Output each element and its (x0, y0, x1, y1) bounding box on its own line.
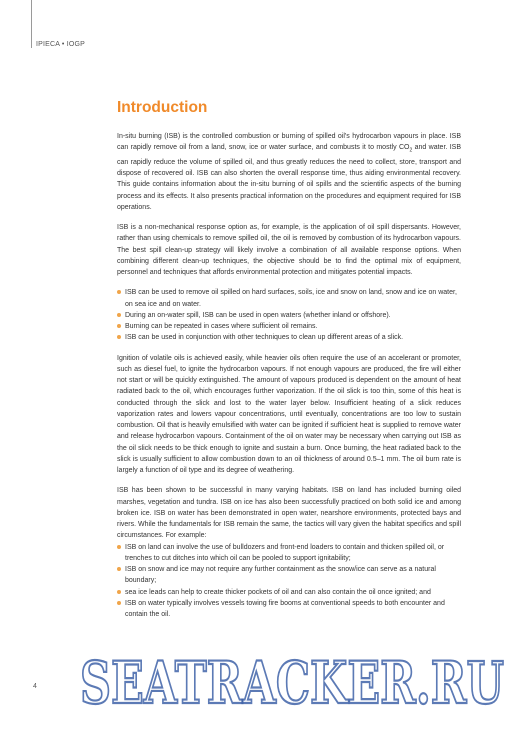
bullet-list-1 (117, 287, 461, 343)
paragraph-3: Ignition of volatile oils is achieved easily, while heavier oils often require the use of an accelerant or promoter, such as diesel fuel, to ignite the hydrocarbon vapours. If not enough vapours are produced, the fire will either not start or will be quickly extinguished. The amount of vapours produced is dependent on the amount of heat radiated back to the oil, which encourages further vaporization. If the oil slick is too thin, some of this heat is conducted through the slick and lost to the water layer below. Insufficient heating of a slick reduces vaporization rates and lowers vapour concentrations, until eventually, concentrations are too low to sustain combustion. Oil that is heavily emulsified with water can be ignited if sufficient heat is supplied to remove water and release hydrocarbon vapours. Containment of the oil on water may be necessary when carrying out ISB as the oil slick needs to be thick enough to ignite and sustain a burn. Once burning, the heat radiated back to the slick is usually sufficient to allow combustion down to an oil thickness of around 0.5–1 mm. The oil burn rate is largely a function of oil type and its degree of weathering. (117, 354, 461, 475)
body-text (117, 131, 461, 629)
paragraph-2: ISB is a non-mechanical response option as, for example, is the application of oil spill dispersants. However, rather than using chemicals to remove spilled oil, the oil is removed by combustion of its hydrocarbon vapours. The best spill clean-up strategy will likely involve a combination of all available response options. When combining different clean-up techniques, the objective should be to find the optimal mix of equipment, personnel and techniques that affords environmental protection and mitigates potential impacts. (117, 224, 461, 277)
header-tick (31, 40, 32, 48)
watermark (74, 633, 510, 729)
list-item: During an on-water spill, ISB can be used in open waters (whether inland or offshore). (117, 310, 461, 321)
list-item: ISB on snow and ice may not require any further containment as the snow/ice can serve as a natural boundary; (117, 564, 461, 587)
list-item: sea ice leads can help to create thicker pockets of oil and can also contain the oil once ignited; and (117, 587, 461, 598)
list-item: ISB on land can involve the use of bulldozers and front-end loaders to contain and thicken spilled oil, or trenches to cut ditches into which oil can be pooled to support ignitability; (117, 542, 461, 565)
page-title: Introduction (117, 99, 208, 116)
page-number: 4 (33, 683, 37, 690)
header-rule (31, 0, 32, 40)
paragraph-4: ISB has been shown to be successful in many varying habitats. ISB on land has included burning oiled marshes, vegetation and tundra. ISB on ice has also been successfully practiced on both solid ice and among broken ice. ISB on water has been demonstrated in open water, nearshore environments, protected bays and rivers. While the fundamentals for ISB remain the same, the tactics will vary given the habitat specifics and spill circumstances. For example: (117, 487, 461, 540)
running-header (31, 40, 85, 48)
list-item: ISB on water typically involves vessels towing fire booms at conventional speeds to both encounter and contain the oil. (117, 598, 461, 621)
bullet-list-2 (117, 542, 461, 621)
paragraph-1: In-situ burning (ISB) is the controlled combustion or burning of spilled oil’s hydrocarbon vapours in place. ISB can rapidly remove oil from a land, snow, ice or water surface, and combusts it to mostly $CO_2$ and water. ISB can rapidly reduce the volume of spilled oil, and thus greatly reduces the need to collect, store, transport and dispose of recovered oil. ISB can also shorten the overall response time, thus aiding environmental recovery. This guide contains information about the in-situ burning of oil spills and the scientific aspects of the burning process and its effects. It also presents practical information on the procedures and equipment required for ISB operations. (117, 133, 461, 211)
watermark-text: SEATRACKER.RU (80, 649, 504, 717)
list-item: ISB can be used in conjunction with other techniques to clean up different areas of a slick. (117, 332, 461, 343)
header-org: IPIECA • IOGP (36, 40, 86, 48)
list-item: ISB can be used to remove oil spilled on hard surfaces, soils, ice and snow on land, snow and ice on water, on sea ice and on water. (117, 287, 461, 310)
list-item: Burning can be repeated in cases where sufficient oil remains. (117, 321, 461, 332)
